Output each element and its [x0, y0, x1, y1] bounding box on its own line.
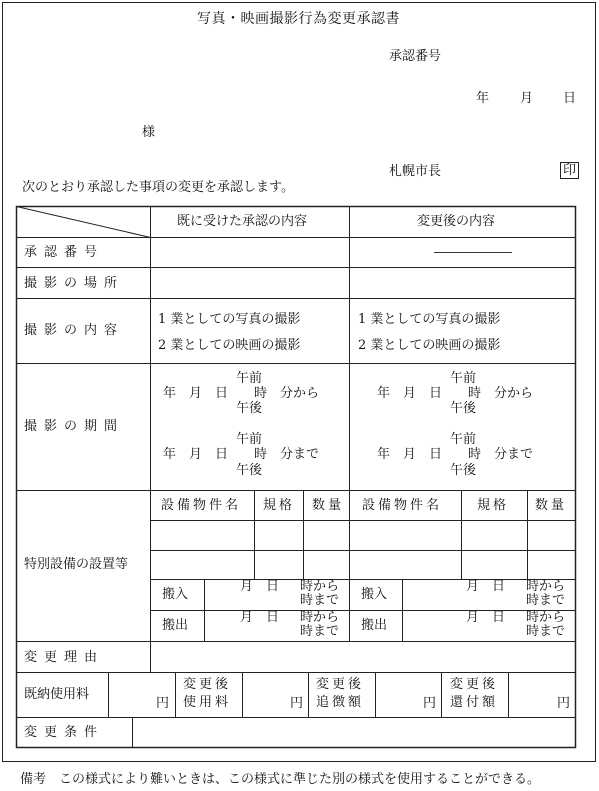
carry-out-label-before: 搬出 — [162, 618, 189, 633]
content-item-movie-after: 2 業としての映画の撮影 — [358, 338, 501, 353]
carry-out-time-before — [300, 611, 346, 639]
period-from-pm-after: 午後 — [450, 401, 477, 416]
period-to-pm-after: 午後 — [450, 463, 477, 478]
fee-after-refund-yen: 円 — [557, 696, 571, 711]
after-approval-number-dash: ―――――― — [434, 245, 512, 260]
fee-after-usage-line2: 使用料 — [183, 695, 232, 710]
carry-in-date-before: 月 日 — [240, 579, 280, 594]
period-to-line-before: 年 月 日 時 分まで — [163, 447, 320, 462]
date-month: 月 — [520, 91, 534, 106]
carry-out-date-before: 月 日 — [240, 610, 280, 625]
carry-in-time-after — [526, 580, 572, 608]
fee-after-refund-line2: 還付額 — [450, 695, 499, 710]
content-item-photo-after: 1 業としての写真の撮影 — [358, 312, 501, 327]
carry-in-label-after: 搬入 — [361, 587, 388, 602]
row-label-location: 撮影の場所 — [24, 276, 125, 291]
footer-remark: 備考 この様式により難いときは、この様式に準じた別の様式を使用することができる。 — [20, 772, 541, 787]
column-header-before: 既に受けた承認の内容 — [177, 214, 308, 229]
period-from-line-before: 年 月 日 時 分から — [163, 386, 320, 401]
approval-number-label: 承認番号 — [389, 49, 442, 64]
facility-header-name-after: 設備物件名 — [362, 498, 443, 513]
fee-after-usage-line1: 変更後 — [183, 677, 232, 692]
content-item-movie-before: 2 業としての映画の撮影 — [158, 338, 301, 353]
carry-in-time-before — [300, 580, 346, 608]
fee-after-additional-yen: 円 — [423, 696, 437, 711]
content-item-photo-before: 1 業としての写真の撮影 — [158, 312, 301, 327]
carry-out-time-after — [526, 611, 572, 639]
time-to-text: 時まで — [526, 624, 566, 639]
carry-out-date-after: 月 日 — [466, 610, 506, 625]
period-from-line-after: 年 月 日 時 分から — [377, 386, 534, 401]
period-from-am-before: 午前 — [236, 371, 263, 386]
facility-header-spec-before: 規格 — [263, 498, 296, 513]
fee-after-additional-line1: 変更後 — [316, 677, 365, 692]
carry-out-label-after: 搬出 — [361, 618, 388, 633]
row-label-fee-paid: 既納使用料 — [24, 687, 90, 702]
row-label-content: 撮影の内容 — [24, 323, 125, 338]
intro-text: 次のとおり承認した事項の変更を承認します。 — [22, 180, 294, 195]
date-year: 年 — [476, 91, 490, 106]
facility-header-qty-before: 数量 — [312, 498, 345, 513]
facility-header-name-before: 設備物件名 — [161, 498, 242, 513]
fee-after-additional-label — [316, 678, 364, 710]
time-from-text: 時から — [300, 610, 340, 625]
document-title: 写真・映画撮影行為変更承認書 — [197, 11, 400, 27]
period-to-pm-before: 午後 — [236, 463, 263, 478]
seal-mark: 印 — [560, 162, 579, 179]
carry-in-label-before: 搬入 — [162, 587, 189, 602]
fee-paid-yen: 円 — [156, 696, 170, 711]
row-label-reason: 変更理由 — [24, 650, 105, 665]
row-label-conditions: 変更条件 — [24, 725, 105, 740]
period-from-am-after: 午前 — [450, 371, 477, 386]
row-label-approval-number: 承認番号 — [24, 245, 105, 260]
period-to-am-after: 午前 — [450, 432, 477, 447]
fee-after-usage-label — [183, 678, 231, 710]
fee-after-usage-yen: 円 — [290, 696, 304, 711]
fee-after-refund-label — [450, 678, 498, 710]
fee-after-refund-line1: 変更後 — [450, 677, 499, 692]
row-label-period: 撮影の期間 — [24, 419, 125, 434]
addressee-suffix: 様 — [142, 125, 156, 140]
date-day: 日 — [563, 91, 577, 106]
time-from-text: 時から — [526, 610, 566, 625]
mayor-label: 札幌市長 — [389, 164, 442, 179]
row-label-facility: 特別設備の設置等 — [24, 557, 129, 572]
carry-in-date-after: 月 日 — [466, 579, 506, 594]
period-from-pm-before: 午後 — [236, 401, 263, 416]
time-to-text: 時まで — [300, 624, 340, 639]
column-header-after: 変更後の内容 — [417, 214, 496, 229]
time-to-text: 時まで — [526, 593, 566, 608]
facility-header-qty-after: 数量 — [535, 498, 568, 513]
facility-header-spec-after: 規格 — [477, 498, 510, 513]
time-from-text: 時から — [526, 579, 566, 594]
period-to-line-after: 年 月 日 時 分まで — [377, 447, 534, 462]
time-from-text: 時から — [300, 579, 340, 594]
period-to-am-before: 午前 — [236, 432, 263, 447]
fee-after-additional-line2: 追徴額 — [316, 695, 365, 710]
time-to-text: 時まで — [300, 593, 340, 608]
